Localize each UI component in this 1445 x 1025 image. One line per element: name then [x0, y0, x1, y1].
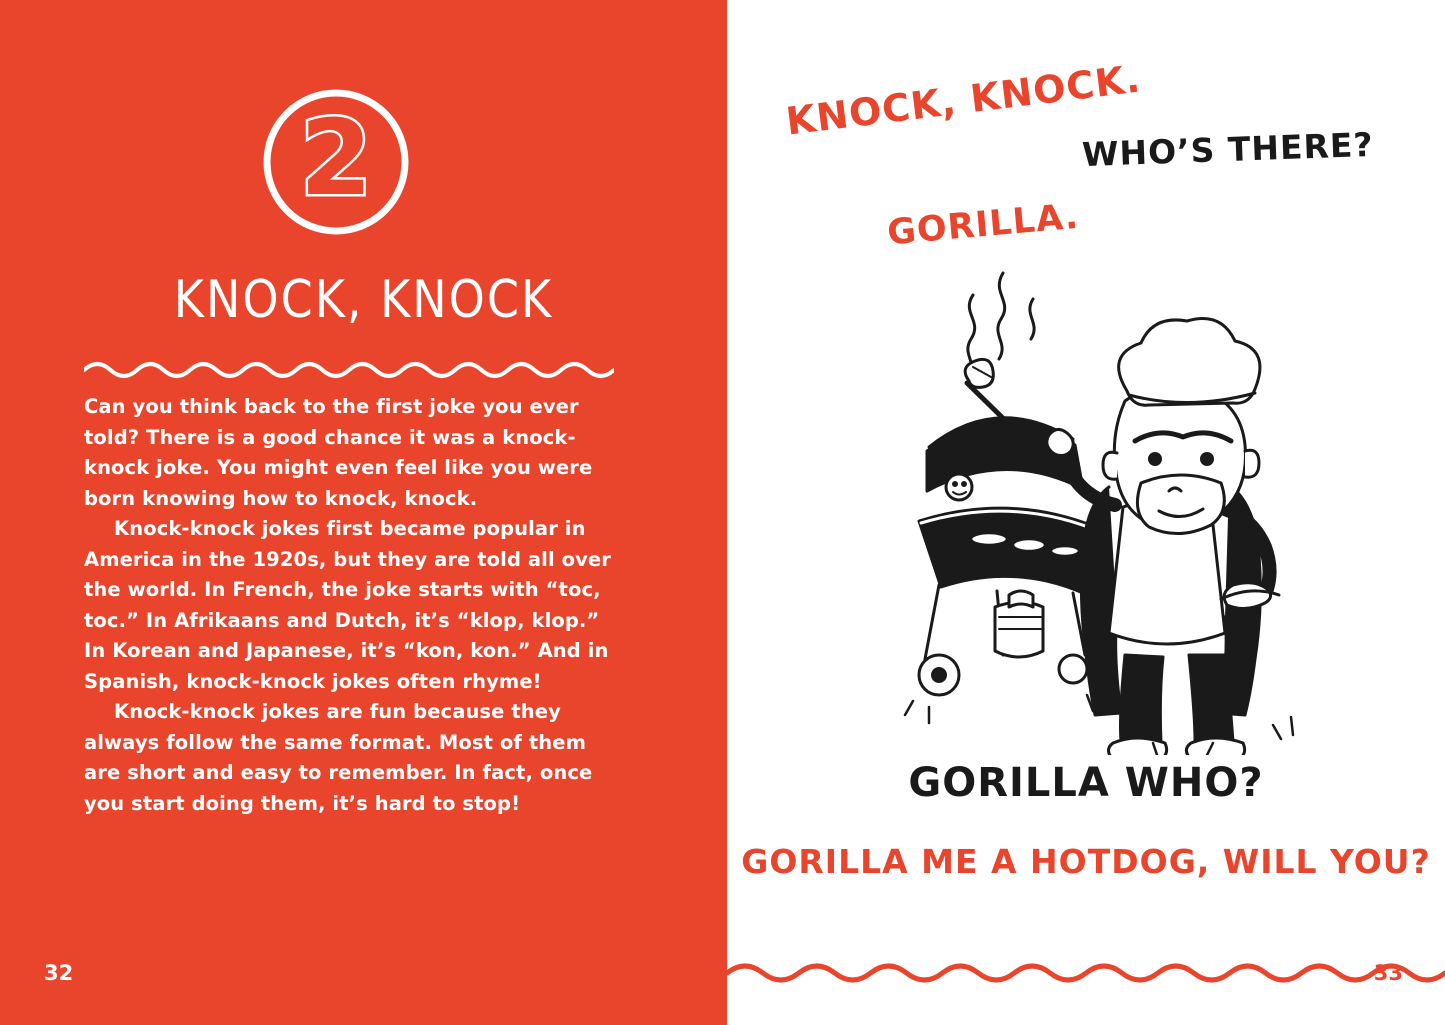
gorilla-chef-grill-icon: [877, 255, 1357, 755]
joke-line-punchline: GORILLA ME A HOTDOG, WILL YOU?: [741, 842, 1431, 881]
joke-line-gorilla-who: GORILLA WHO?: [908, 760, 1264, 806]
joke-line-knock-knock: KNOCK, KNOCK.: [783, 56, 1144, 144]
right-page: [727, 0, 1445, 1025]
chapter-number-badge: [262, 88, 410, 236]
joke-line-gorilla: GORILLA.: [885, 196, 1081, 254]
gorilla-chef-illustration: [877, 255, 1357, 755]
chapter-body-text: [84, 392, 614, 819]
body-paragraph-3: Knock-knock jokes are fun because they always follow the same format. Most of them are short and easy to remember. In fact, once you start doing them, it’s hard to stop!: [84, 700, 593, 815]
joke-line-whos-there: WHO’S THERE?: [1081, 124, 1375, 175]
body-paragraph-1: Can you think back to the first joke you ever told? There is a good chance it was a knock-knock joke. You might even feel like you were born knowing how to knock, knock.: [84, 395, 593, 510]
page-number-left: 32: [44, 961, 74, 985]
wavy-divider-right: [727, 959, 1445, 987]
body-paragraph-2: Knock-knock jokes first became popular in America in the 1920s, but they are told all over the world. In French, the joke starts with “toc, toc.” In Afrikaans and Dutch, it’s “klop, klop.” In Korean and Japanese, it’s “kon, kon.” And in Spanish, knock-knock jokes often rhyme!: [84, 517, 611, 693]
page-number-right: 33: [1373, 961, 1403, 985]
chapter-title: KNOCK, KNOCK: [173, 268, 554, 330]
chapter-number-text: 2: [299, 97, 373, 219]
wavy-divider-left: [84, 358, 614, 382]
